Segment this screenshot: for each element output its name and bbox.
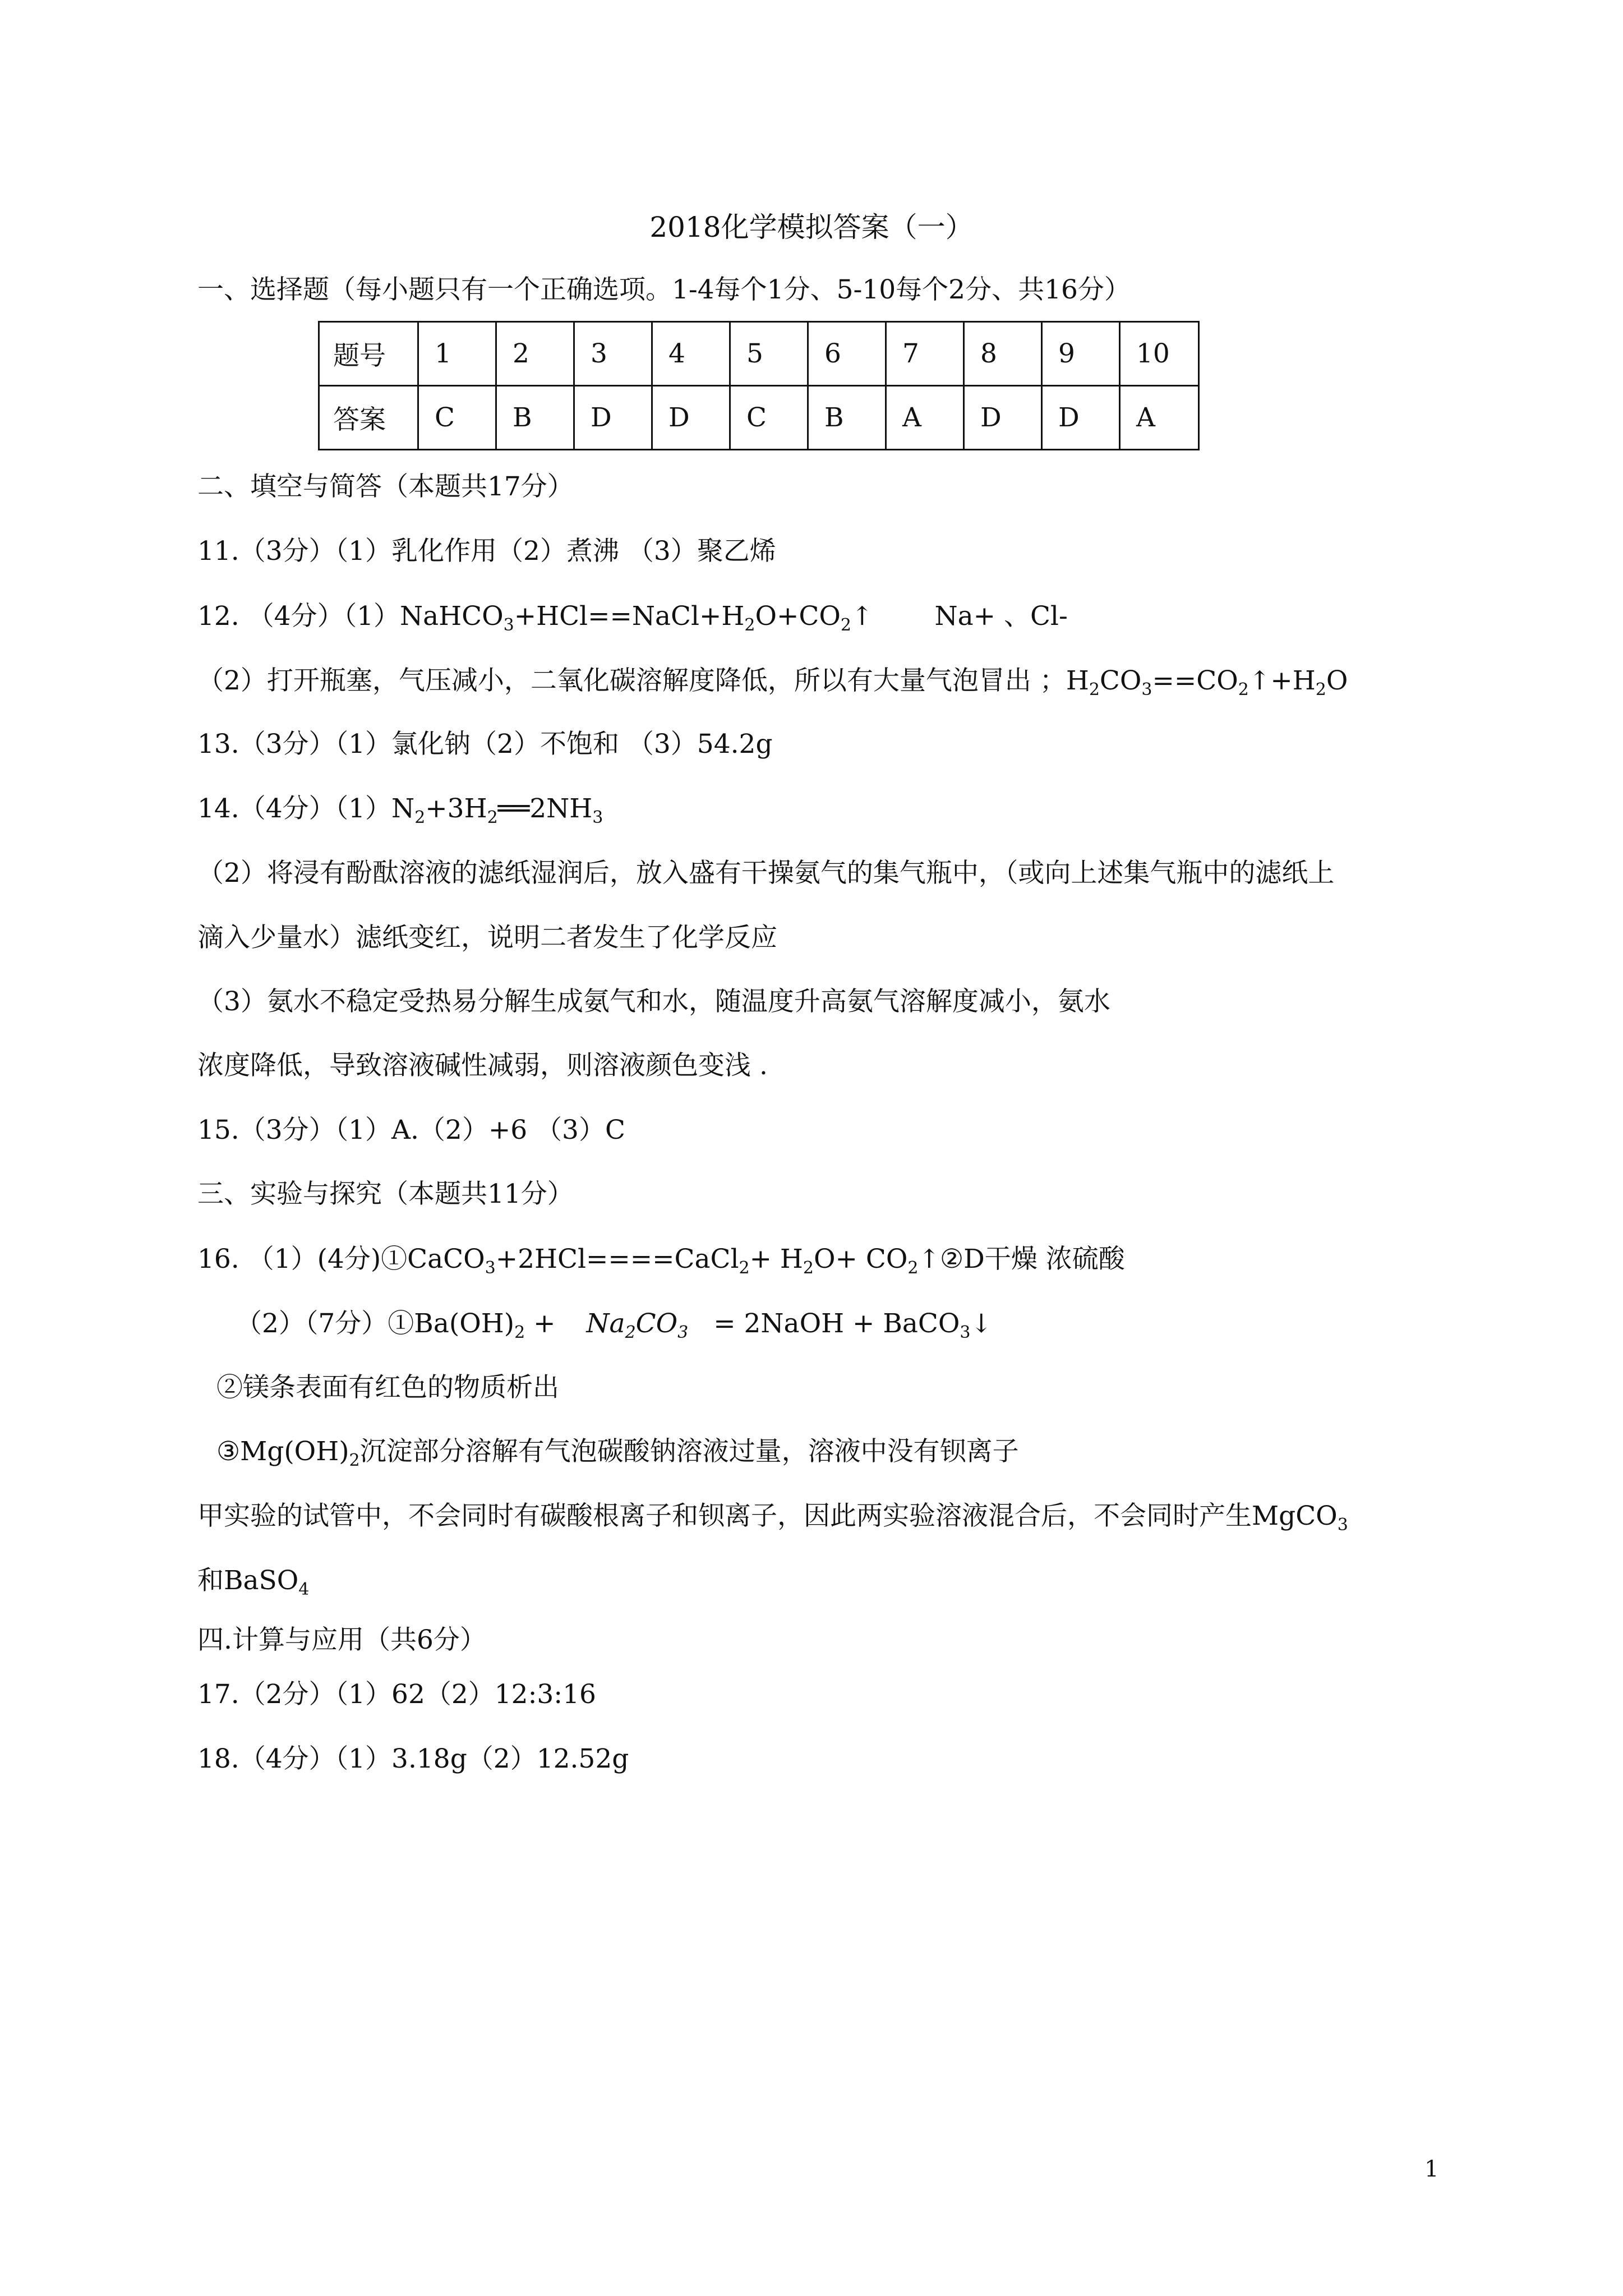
- q16-italic-text: CO: [635, 1308, 678, 1339]
- question-11-answer: 11.（3分）（1）乳化作用（2）煮沸 （3）聚乙烯: [197, 536, 776, 567]
- question-14-line-4: （3）氨水不稳定受热易分解生成氨气和水，随温度升高氨气溶解度减小，氨水: [197, 986, 1110, 1017]
- subscript: 4: [298, 1580, 310, 1599]
- answer-cell: D: [574, 386, 652, 450]
- row-label-answer: 答案: [319, 386, 418, 450]
- question-17-answer: 17.（2分）（1）62（2）12:3:16: [197, 1679, 596, 1710]
- question-number-cell: 6: [808, 322, 886, 386]
- subscript: 2: [739, 1258, 750, 1278]
- question-number-cell: 3: [574, 322, 652, 386]
- answer-cell: A: [1120, 386, 1199, 450]
- q16-text: 和BaSO: [197, 1565, 299, 1596]
- question-number-cell: 4: [652, 322, 730, 386]
- document-title: 2018化学模拟答案（一）: [649, 211, 974, 243]
- question-number-cell: 1: [418, 322, 496, 386]
- answer-cell: D: [1042, 386, 1120, 450]
- q14-text: ══2NH: [497, 793, 593, 824]
- question-16-line-1: [197, 1242, 1125, 1276]
- q16-text: 16. （1）(4分)①CaCO: [197, 1244, 485, 1274]
- subscript: 3: [592, 808, 603, 827]
- q16-text: O+ CO: [814, 1244, 908, 1274]
- q12-text: +H: [1270, 665, 1316, 696]
- q16-text: ③Mg(OH): [216, 1436, 349, 1467]
- answer-cell: C: [418, 386, 496, 450]
- question-number-cell: 2: [496, 322, 574, 386]
- answer-cell: A: [886, 386, 964, 450]
- q16-text: （2）（7分）①Ba(OH): [236, 1308, 515, 1339]
- subscript: 2: [803, 1258, 814, 1278]
- q12-text: CO: [1099, 665, 1142, 696]
- subscript: 2: [414, 808, 426, 827]
- subscript: 2: [349, 1451, 360, 1470]
- question-number-row: [319, 322, 1199, 386]
- q12-text: ==CO: [1152, 665, 1238, 696]
- section-4-heading: 四.计算与应用（共6分）: [197, 1625, 486, 1655]
- q12-text: +HCl==NaCl+H: [514, 601, 745, 632]
- section-3-heading: 三、实验与探究（本题共11分）: [197, 1179, 574, 1209]
- q16-text: +: [525, 1308, 564, 1339]
- q14-text: 14.（4分）（1）N: [197, 793, 415, 824]
- section-2-heading: 二、填空与简答（本题共17分）: [197, 471, 574, 502]
- answer-table: [318, 321, 1200, 450]
- q12-text: 12. （4分）（1）NaHCO: [197, 601, 504, 632]
- subscript: 2: [1238, 680, 1249, 700]
- answer-row: [319, 386, 1199, 450]
- question-number-cell: 8: [964, 322, 1042, 386]
- question-12-line-1: [197, 599, 1068, 633]
- q16-text: +2HCl====CaCl: [495, 1244, 739, 1274]
- question-number-cell: 5: [730, 322, 808, 386]
- subscript: 2: [907, 1258, 919, 1278]
- question-16-line-4: [216, 1435, 1019, 1469]
- question-16-line-5: [197, 1499, 1348, 1533]
- q16-text: = 2NaOH + BaCO: [705, 1308, 960, 1339]
- q16-italic-text: Na: [586, 1308, 625, 1339]
- subscript: 2: [840, 615, 851, 635]
- gas-arrow-icon: ↑: [1248, 665, 1271, 696]
- answer-cell: D: [964, 386, 1042, 450]
- question-14-line-3: 滴入少量水）滤纸变红，说明二者发生了化学反应: [197, 922, 777, 953]
- question-number-cell: 10: [1120, 322, 1199, 386]
- subscript: 2: [625, 1323, 636, 1342]
- subscript: 2: [1089, 680, 1100, 700]
- question-14-line-5: 浓度降低，导致溶液碱性减弱，则溶液颜色变浅 .: [197, 1050, 768, 1081]
- subscript: 3: [960, 1323, 971, 1342]
- answer-cell: B: [808, 386, 886, 450]
- question-12-line-2: [197, 664, 1348, 698]
- answer-cell: D: [652, 386, 730, 450]
- q16-text: ②D干燥 浓硫酸: [940, 1244, 1125, 1274]
- subscript: 3: [677, 1323, 689, 1342]
- precipitate-arrow-icon: ↓: [970, 1308, 993, 1338]
- q16-text: 沉淀部分溶解有气泡碳酸钠溶液过量，溶液中没有钡离子: [359, 1436, 1019, 1467]
- gas-arrow-icon: ↑: [918, 1244, 940, 1274]
- answer-cell: B: [496, 386, 574, 450]
- question-14-line-2: （2）将浸有酚酞溶液的滤纸湿润后，放入盛有干操氨气的集气瓶中，（或向上述集气瓶中的滤纸上: [197, 858, 1335, 889]
- q12-text: O+CO: [755, 601, 841, 632]
- q12-text: （2）打开瓶塞，气压减小，二氧化碳溶解度降低，所以有大量气泡冒出 ；H: [197, 665, 1089, 696]
- question-number-cell: 9: [1042, 322, 1120, 386]
- page-number: 1: [1424, 2156, 1439, 2182]
- subscript: 2: [487, 808, 498, 827]
- question-16-line-3: ②镁条表面有红色的物质析出: [216, 1372, 559, 1403]
- question-15-answer: 15.（3分）（1）A.（2）+6 （3）C: [197, 1115, 625, 1145]
- subscript: 2: [514, 1323, 525, 1342]
- question-18-answer: 18.（4分）（1）3.18g（2）12.52g: [197, 1743, 629, 1774]
- question-16-line-2: [236, 1306, 992, 1341]
- question-number-cell: 7: [886, 322, 964, 386]
- row-label-question-number: 题号: [319, 322, 418, 386]
- question-14-line-1: [197, 792, 603, 826]
- subscript: 3: [1141, 680, 1152, 700]
- question-13-answer: 13.（3分）（1）氯化钠（2）不饱和 （3）54.2g: [197, 729, 773, 760]
- subscript: 2: [1315, 680, 1326, 700]
- q12-ions: Na+ 、Cl-: [934, 601, 1068, 632]
- question-16-line-6: [197, 1564, 309, 1598]
- q16-text: + H: [749, 1244, 803, 1274]
- answer-cell: C: [730, 386, 808, 450]
- q12-text: O: [1326, 665, 1348, 696]
- subscript: 2: [744, 615, 755, 635]
- q16-text: 甲实验的试管中，不会同时有碳酸根离子和钡离子，因此两实验溶液混合后，不会同时产生MgCO: [197, 1501, 1338, 1531]
- subscript: 3: [1337, 1515, 1348, 1535]
- gas-arrow-icon: ↑: [851, 601, 873, 631]
- q14-text: +3H: [425, 793, 487, 824]
- subscript: 3: [485, 1258, 496, 1278]
- subscript: 3: [503, 615, 514, 635]
- section-1-heading: 一、选择题（每小题只有一个正确选项。1-4每个1分、5-10每个2分、共16分）: [197, 274, 1131, 305]
